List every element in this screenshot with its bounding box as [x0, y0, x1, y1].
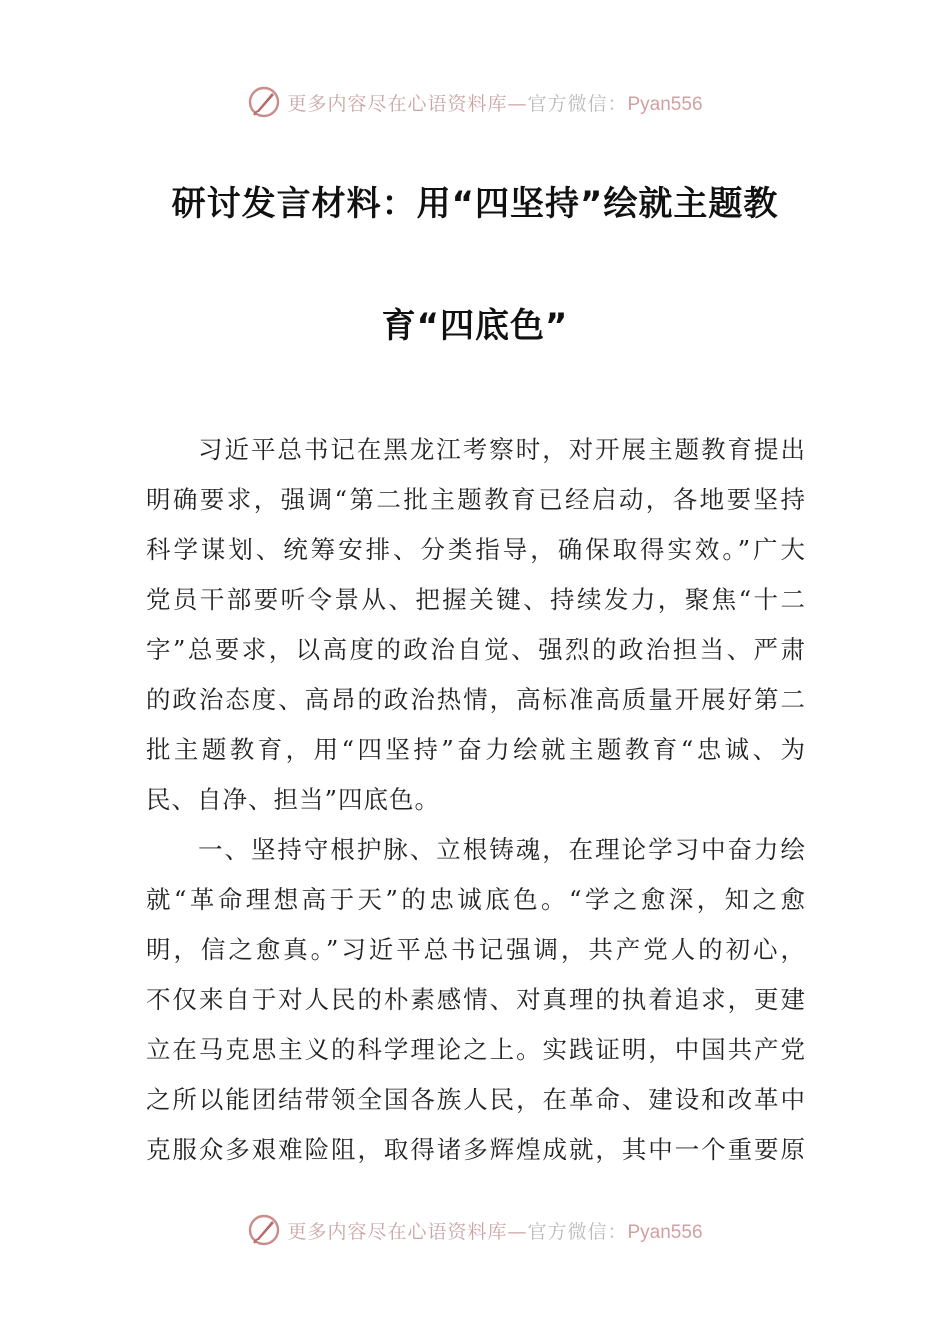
body-line: 明确要求，强调“第二批主题教育已经启动，各地要坚持 — [146, 485, 806, 514]
watermark-header — [0, 82, 950, 122]
body-line: 立在马克思主义的科学理论之上。实践证明，中国共产党 — [146, 1035, 806, 1064]
watermark-separator: — — [507, 1220, 528, 1243]
document-body — [146, 425, 806, 1175]
quill-logo-icon — [247, 85, 281, 119]
body-line: 批主题教育，用“四坚持”奋力绘就主题教育“忠诚、为 — [146, 735, 806, 764]
body-line: 不仅来自于对人民的朴素感情、对真理的执着追求，更建 — [146, 985, 806, 1014]
body-line: 就“革命理想高于天”的忠诚底色。“学之愈深，知之愈 — [146, 885, 806, 914]
quill-logo-icon — [247, 1213, 281, 1247]
body-line: 一、坚持守根护脉、立根铸魂，在理论学习中奋力绘 — [198, 835, 806, 864]
document-title-line-1: 研讨发言材料：用“四坚持”绘就主题教 — [171, 184, 779, 224]
watermark-id: Pyan556 — [627, 93, 703, 115]
watermark-footer — [0, 1210, 950, 1250]
body-line: 之所以能团结带领全国各族人民，在革命、建设和改革中 — [146, 1085, 806, 1114]
body-line: 科学谋划、统筹安排、分类指导，确保取得实效。”广大 — [146, 535, 806, 564]
watermark-separator: — — [507, 92, 528, 115]
watermark-main-text: 更多内容尽在心语资料库 — [287, 92, 508, 115]
body-line: 字”总要求，以高度的政治自觉、强烈的政治担当、严肃 — [146, 635, 806, 664]
body-line: 党员干部要听令景从、把握关键、持续发力，聚焦“十二 — [146, 585, 806, 614]
watermark-main-text: 更多内容尽在心语资料库 — [287, 1220, 508, 1243]
watermark-official-label: 官方微信： — [527, 1220, 628, 1243]
body-line: 克服众多艰难险阻，取得诸多辉煌成就，其中一个重要原 — [146, 1135, 806, 1164]
body-line: 明，信之愈真。”习近平总书记强调，共产党人的初心， — [146, 935, 806, 964]
watermark-official-label: 官方微信： — [527, 92, 628, 115]
body-line: 习近平总书记在黑龙江考察时，对开展主题教育提出 — [198, 435, 806, 464]
document-title-line-2: 育“四底色” — [381, 306, 569, 346]
body-line: 民、自净、担当”四底色。 — [146, 785, 441, 814]
watermark-id: Pyan556 — [627, 1221, 703, 1243]
body-line: 的政治态度、高昂的政治热情，高标准高质量开展好第二 — [146, 685, 806, 714]
